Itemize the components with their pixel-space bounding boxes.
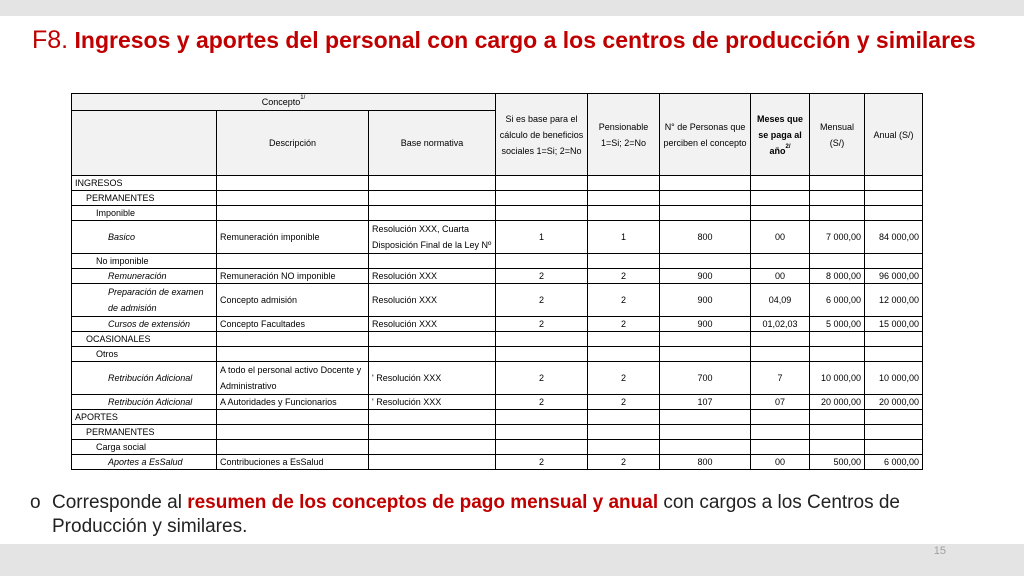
cell-meses: 01,02,03 [751,317,810,332]
cell-base-calculo: 2 [496,362,588,395]
page-number: 15 [933,545,946,557]
header-concepto: Concepto$^{1/}$ [72,94,496,111]
summary-bullet [30,491,990,539]
cell-descripcion: Remuneración imponible [217,221,369,254]
cell-base-normativa: Resolución XXX [369,317,496,332]
cell-anual: 10 000,00 [865,362,923,395]
bottom-decorative-bar [0,544,1024,576]
cell-descripcion: A todo el personal activo Docente y Administrativo [217,362,369,395]
header-base-calculo: Si es base para el cálculo de beneficios sociales 1=Si; 2=No [496,94,588,176]
cell-base-normativa [369,455,496,470]
cell-anual: 6 000,00 [865,455,923,470]
cell-base-calculo: 1 [496,221,588,254]
cell-concepto: Cursos de extensión [72,317,217,332]
cell-descripcion: Concepto Facultades [217,317,369,332]
cell-personas: 700 [660,362,751,395]
title-text: Ingresos y aportes del personal con cargo a los centros de producción y similares [68,27,976,53]
section-row [72,206,923,221]
cell-pensionable: 2 [588,284,660,317]
cell-concepto: Aportes a EsSalud [72,455,217,470]
header-meses: Meses que se paga al año$^{2/}$ [751,94,810,176]
title-code: F8. [32,26,69,54]
cell-anual: 96 000,00 [865,269,923,284]
cell-meses: 00 [751,221,810,254]
cell-personas: 900 [660,269,751,284]
slide-title [32,24,1002,57]
top-decorative-bar [0,0,1024,16]
cell-pensionable: 2 [588,362,660,395]
cell-descripcion: Remuneración NO imponible [217,269,369,284]
cell-personas: 800 [660,221,751,254]
table-row [72,284,923,317]
cell-personas: 900 [660,317,751,332]
section-imponible: Imponible [72,206,217,221]
cell-pensionable: 1 [588,221,660,254]
cell-meses: 00 [751,455,810,470]
header-mensual: Mensual (S/) [810,94,865,176]
cell-descripcion: Contribuciones a EsSalud [217,455,369,470]
cell-descripcion: Concepto admisión [217,284,369,317]
cell-base-normativa: Resolución XXX, Cuarta Disposición Final de la Ley Nº [369,221,496,254]
header-meses-note: 2/ [785,143,791,150]
bullet-marker: o [30,492,41,513]
cell-base-calculo: 2 [496,269,588,284]
bullet-highlight: resumen de los conceptos de pago mensual y anual [187,492,659,513]
section-ingresos: INGRESOS [72,176,217,191]
table-row [72,269,923,284]
cell-base-normativa: ' Resolución XXX [369,362,496,395]
header-personas: N° de Personas que perciben el concepto [660,94,751,176]
cell-base-normativa: Resolución XXX [369,269,496,284]
section-row [72,347,923,362]
section-row [72,440,923,455]
cell-concepto: Basico [72,221,217,254]
cell-base-calculo: 2 [496,455,588,470]
table-row [72,362,923,395]
cell-mensual: 10 000,00 [810,362,865,395]
cell-concepto: Remuneración [72,269,217,284]
cell-concepto: Retribución Adicional [72,362,217,395]
cell-personas: 900 [660,284,751,317]
header-base-normativa: Base normativa [369,111,496,176]
section-otros: Otros [72,347,217,362]
section-row [72,332,923,347]
cell-anual: 20 000,00 [865,395,923,410]
cell-pensionable: 2 [588,317,660,332]
cell-pensionable: 2 [588,269,660,284]
cell-base-normativa: Resolución XXX [369,284,496,317]
cell-anual: 12 000,00 [865,284,923,317]
header-anual: Anual (S/) [865,94,923,176]
table-row [72,317,923,332]
section-carga-social: Carga social [72,440,217,455]
cell-concepto: Retribución Adicional [72,395,217,410]
header-descripcion: Descripción [217,111,369,176]
section-ocasionales: OCASIONALES [72,332,217,347]
cell-personas: 800 [660,455,751,470]
header-concepto-blank [72,111,217,176]
header-pensionable: Pensionable 1=Si; 2=No [588,94,660,176]
section-permanentes: PERMANENTES [72,191,217,206]
cell-mensual: 500,00 [810,455,865,470]
cell-meses: 7 [751,362,810,395]
section-aportes: APORTES [72,410,217,425]
income-table [71,93,923,470]
cell-base-calculo: 2 [496,395,588,410]
cell-mensual: 20 000,00 [810,395,865,410]
cell-personas: 107 [660,395,751,410]
cell-descripcion: A Autoridades y Funcionarios [217,395,369,410]
section-row [72,410,923,425]
cell-anual: 15 000,00 [865,317,923,332]
cell-base-calculo: 2 [496,284,588,317]
section-row [72,191,923,206]
cell-mensual: 5 000,00 [810,317,865,332]
bullet-text: Corresponde al resumen de los conceptos de pago mensual y anual con cargos a los Centros de Producción y similares. [52,492,900,537]
cell-meses: 04,09 [751,284,810,317]
cell-pensionable: 2 [588,395,660,410]
header-concepto-note: 1/ [300,95,306,101]
section-row [72,176,923,191]
section-row [72,254,923,269]
table-row [72,395,923,410]
section-no-imponible: No imponible [72,254,217,269]
cell-meses: 00 [751,269,810,284]
cell-mensual: 7 000,00 [810,221,865,254]
table-row [72,455,923,470]
cell-mensual: 6 000,00 [810,284,865,317]
section-permanentes-aportes: PERMANENTES [72,425,217,440]
cell-mensual: 8 000,00 [810,269,865,284]
cell-base-normativa: ' Resolución XXX [369,395,496,410]
cell-base-calculo: 2 [496,317,588,332]
cell-pensionable: 2 [588,455,660,470]
section-row [72,425,923,440]
table-row [72,221,923,254]
cell-concepto: Preparación de examen de admisión [72,284,217,317]
cell-anual: 84 000,00 [865,221,923,254]
cell-meses: 07 [751,395,810,410]
